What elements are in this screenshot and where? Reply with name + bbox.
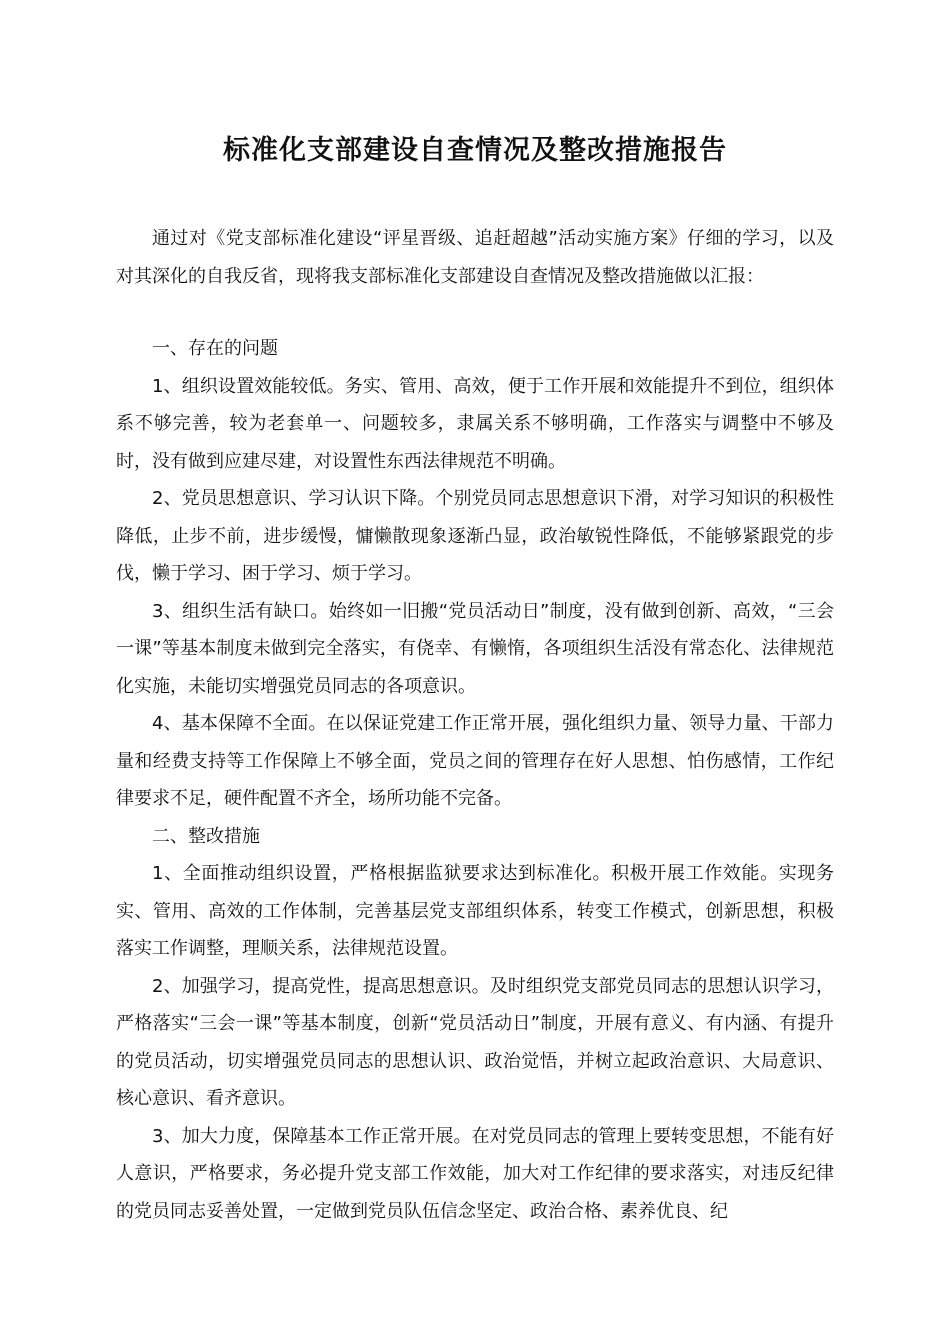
problem-item: 4、基本保障不全面。在以保证党建工作正常开展，强化组织力量、领导力量、干部力量和经费支持等工作保障上不够全面，党员之间的管理存在好人思想、怕伤感情，工作纪律要求不足，硬件配置不齐全，场所功能不完备。	[116, 713, 834, 809]
problem-item: 3、组织生活有缺口。始终如一旧搬“党员活动日”制度，没有做到创新、高效，“三会一课”等基本制度未做到完全落实，有侥幸、有懒惰，各项组织生活没有常态化、法律规范化实施，未能切实增强党员同志的各项意识。	[116, 600, 834, 697]
measure-item: 1、全面推动组织设置，严格根据监狱要求达到标准化。积极开展工作效能。实现务实、管用、高效的工作体制，完善基层党支部组织体系，转变工作模式，创新思想，积极落实工作调整，理顺关系，法律规范设置。	[116, 863, 834, 959]
measure-item: 3、加大力度，保障基本工作正常开展。在对党员同志的管理上要转变思想，不能有好人意识，严格要求，务必提升党支部工作效能，加大对工作纪律的要求落实，对违反纪律的党员同志妥善处置，一定做到党员队伍信念坚定、政治合格、素养优良、纪	[116, 1125, 834, 1222]
section-heading-problems: 一、存在的问题	[152, 338, 278, 359]
document-title: 标准化支部建设自查情况及整改措施报告	[223, 135, 727, 166]
document-body	[116, 220, 834, 1230]
section-heading-measures: 二、整改措施	[152, 825, 260, 847]
problem-item: 1、组织设置效能较低。务实、管用、高效，便于工作开展和效能提升不到位，组织体系不够完善，较为老套单一、问题较多，隶属关系不够明确，工作落实与调整中不够及时，没有做到应建尽建，对设置性东西法律规范不明确。	[116, 375, 834, 472]
problem-item: 2、党员思想意识、学习认识下降。个别党员同志思想意识下滑，对学习知识的积极性降低，止步不前，进步缓慢，慵懒散现象逐渐凸显，政治敏锐性降低，不能够紧跟党的步伐，懒于学习、困于学习、烦于学习。	[116, 488, 834, 584]
measure-item: 2、加强学习，提高党性，提高思想意识。及时组织党支部党员同志的思想认识学习，严格落实“三会一课”等基本制度，创新“党员活动日”制度，开展有意义、有内涵、有提升的党员活动，切实增强党员同志的思想认识、政治觉悟，并树立起政治意识、大局意识、核心意识、看齐意识。	[116, 975, 834, 1109]
intro-paragraph: 通过对《党支部标准化建设“评星晋级、追赶超越”活动实施方案》仔细的学习，以及对其深化的自我反省，现将我支部标准化支部建设自查情况及整改措施做以汇报：	[116, 228, 834, 287]
